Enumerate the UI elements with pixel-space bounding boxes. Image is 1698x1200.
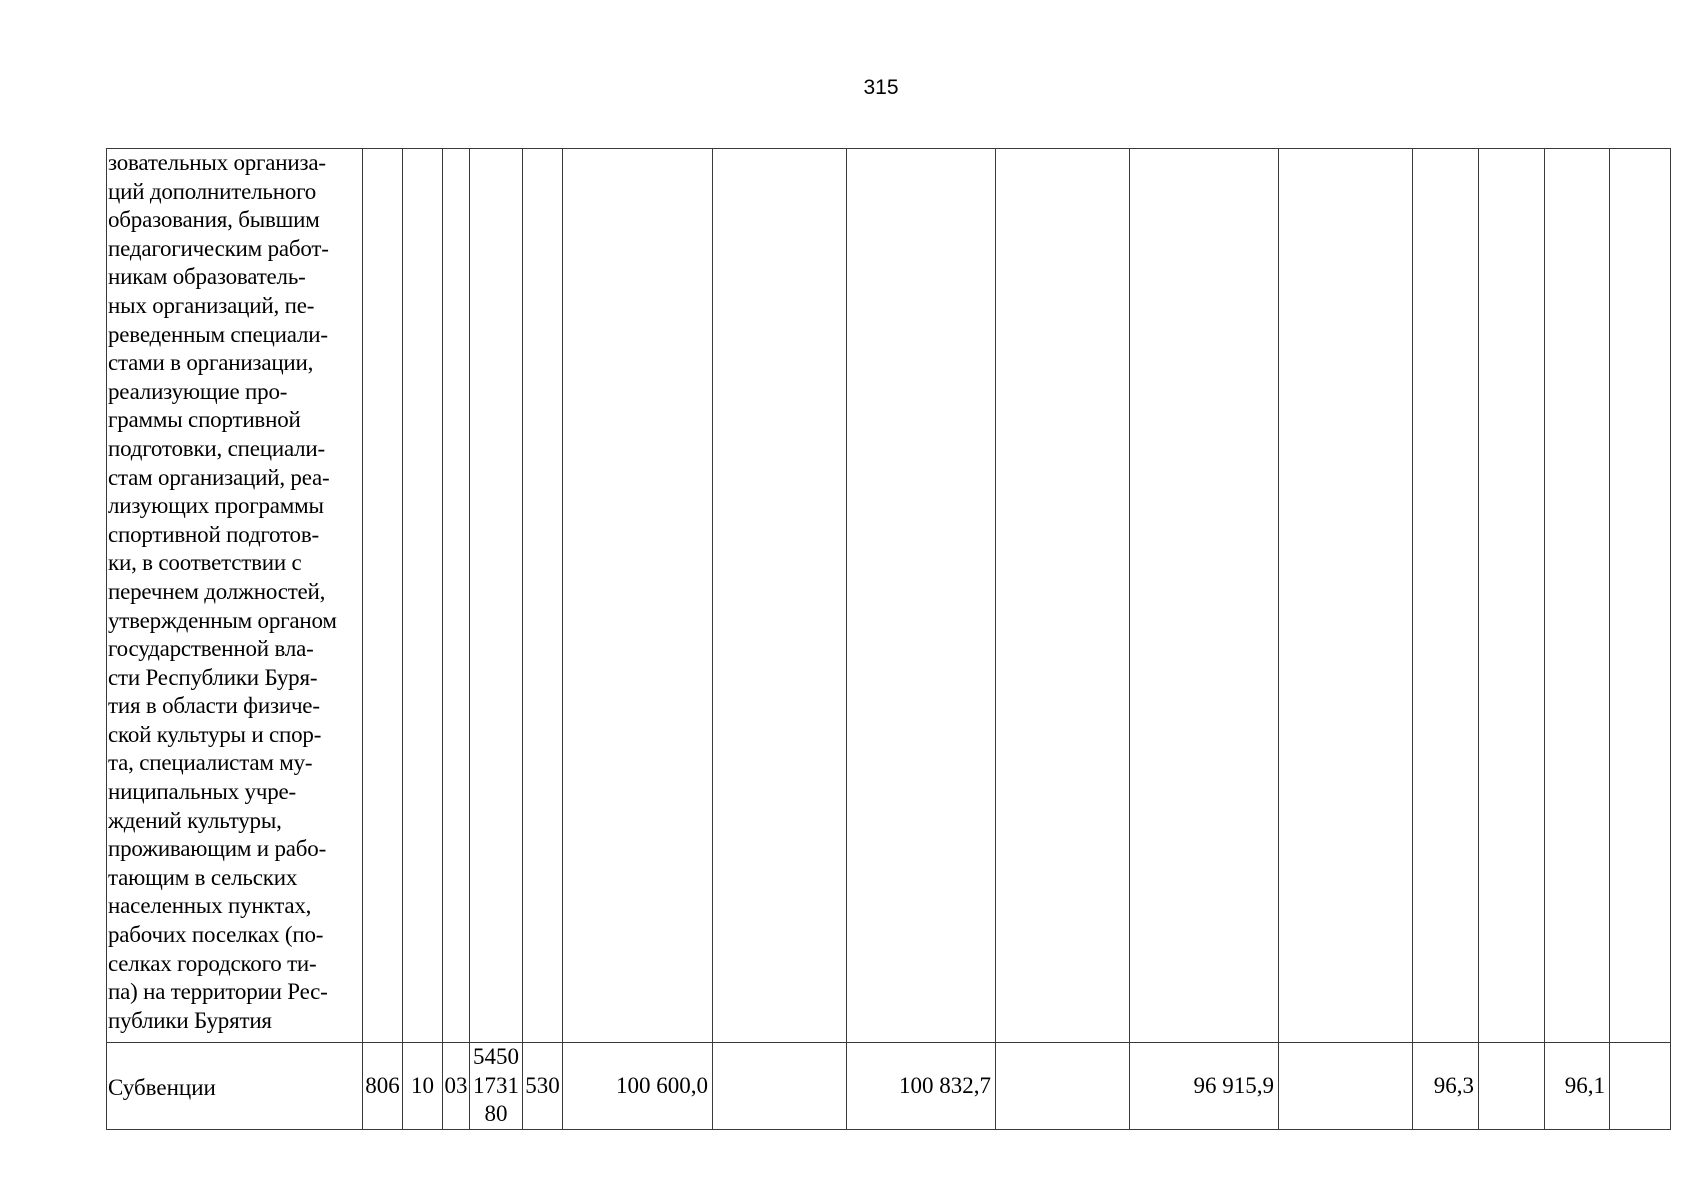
description-line: ждений культуры, xyxy=(108,807,282,833)
description-line: ций дополнительного xyxy=(108,178,317,204)
description-line: тающим в сельских xyxy=(108,864,298,890)
vr-code-cell: 530 xyxy=(523,1043,563,1130)
description-line: никам образователь- xyxy=(108,264,306,290)
value-cell xyxy=(713,1043,847,1130)
value-cell xyxy=(1279,149,1413,1043)
budget-table xyxy=(106,148,1671,1130)
row-name-cell: Субвенции xyxy=(107,1043,363,1130)
rz-cell xyxy=(403,149,443,1043)
description-line: образования, бывшим xyxy=(108,207,320,233)
value-cell xyxy=(996,149,1130,1043)
description-line: педагогическим работ- xyxy=(108,235,329,261)
description-line: ных организаций, пе- xyxy=(108,292,315,318)
value-cell xyxy=(713,149,847,1043)
gr-cell xyxy=(363,149,403,1043)
value-cell xyxy=(1610,149,1671,1043)
csr-code-part: 1731 xyxy=(473,1072,519,1098)
description-line: граммы спортивной xyxy=(108,407,301,433)
description-line: ской культуры и спор- xyxy=(108,721,322,747)
description-line: лизующих программы xyxy=(108,493,324,519)
description-line: селках городского ти- xyxy=(108,950,317,976)
description-line: сти Республики Буря- xyxy=(108,664,318,690)
executed-amount-cell: 96 915,9 xyxy=(1130,1043,1279,1130)
value-cell xyxy=(1610,1043,1671,1130)
description-line: проживающим и рабо- xyxy=(108,836,327,862)
value-cell xyxy=(563,149,713,1043)
description-text xyxy=(108,149,362,1035)
description-line: перечнем должностей, xyxy=(108,578,326,604)
pr-cell xyxy=(443,149,470,1043)
description-line: реведенным специали- xyxy=(108,321,328,347)
value-cell xyxy=(1279,1043,1413,1130)
gr-code-cell: 806 xyxy=(363,1043,403,1130)
description-line: спортивной подготов- xyxy=(108,521,319,547)
csr-code-cell xyxy=(470,1043,523,1130)
rz-code-cell: 10 xyxy=(403,1043,443,1130)
description-line: ниципальных учре- xyxy=(108,779,296,805)
description-line: подготовки, специали- xyxy=(108,435,325,461)
description-line: реализующие про- xyxy=(108,378,288,404)
description-line: та, специалистам му- xyxy=(108,750,313,776)
refined-amount-cell: 100 832,7 xyxy=(847,1043,996,1130)
value-cell xyxy=(1545,149,1610,1043)
description-line: ки, в соответствии с xyxy=(108,550,302,576)
execution-percent-cell: 96,1 xyxy=(1545,1043,1610,1130)
value-cell xyxy=(1479,149,1545,1043)
description-line: государственной вла- xyxy=(108,636,314,662)
description-line: публики Бурятия xyxy=(108,1007,272,1033)
description-line: стам организаций, реа- xyxy=(108,464,330,490)
csr-cell xyxy=(470,149,523,1043)
csr-code-part: 5450 xyxy=(473,1044,519,1069)
approved-amount-cell: 100 600,0 xyxy=(563,1043,713,1130)
pr-code-cell: 03 xyxy=(443,1043,470,1130)
description-line: рабочих поселках (по- xyxy=(108,922,324,948)
vr-cell xyxy=(523,149,563,1043)
value-cell xyxy=(996,1043,1130,1130)
description-line: тия в области физиче- xyxy=(108,693,320,719)
description-line: зовательных организа- xyxy=(108,150,326,175)
table-row xyxy=(107,149,1671,1043)
description-cell xyxy=(107,149,363,1043)
description-line: стами в организации, xyxy=(108,350,314,376)
table-row xyxy=(107,1043,1671,1130)
execution-percent-cell: 96,3 xyxy=(1413,1043,1479,1130)
value-cell xyxy=(1413,149,1479,1043)
value-cell xyxy=(1479,1043,1545,1130)
csr-code-part: 80 xyxy=(484,1101,508,1127)
page-number: 315 xyxy=(863,76,899,99)
value-cell xyxy=(847,149,996,1043)
description-line: населенных пунктах, xyxy=(108,893,312,919)
value-cell xyxy=(1130,149,1279,1043)
description-line: па) на территории Рес- xyxy=(108,979,328,1005)
description-line: утвержденным органом xyxy=(108,607,337,633)
